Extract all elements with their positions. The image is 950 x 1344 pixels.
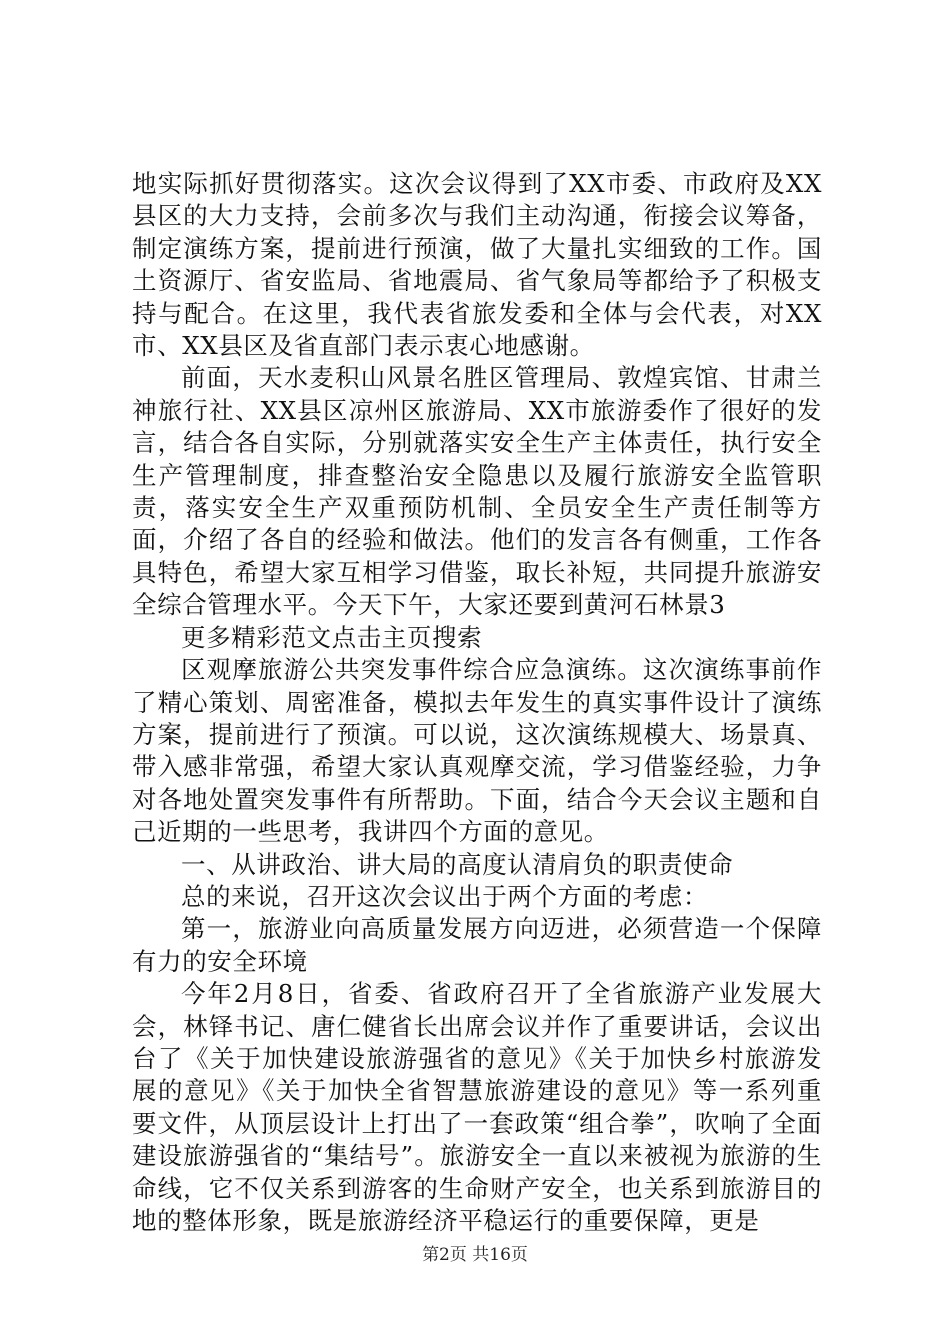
paragraph: 地实际抓好贯彻落实。这次会议得到了XX市委、市政府及XX县区的大力支持，会前多次与我们主动沟通，衔接会议筹备，制定演练方案，提前进行预演，做了大量扎实细致的工作。国土资源厅、省安监局、省地震局、省气象局等都给予了积极支持与配合。在这里，我代表省旅发委和全体与会代表，对XX市、XX县区及省直部门表示衷心地感谢。 [132, 169, 822, 361]
subsection-heading: 第一，旅游业向高质量发展方向迈进，必须营造一个保障有力的安全环境 [132, 914, 822, 976]
paragraph: 更多精彩范文点击主页搜索 [181, 622, 483, 652]
section-heading: 一、从讲政治、讲大局的高度认清肩负的职责使命 [181, 849, 734, 879]
paragraph: 今年2月8日，省委、省政府召开了全省旅游产业发展大会，林铎书记、唐仁健省长出席会议并作了重要讲话，会议出台了《关于加快建设旅游强省的意见》《关于加快乡村旅游发展的意见》《关于加快全省智慧旅游建设的意见》等一系列重要文件，从顶层设计上打出了一套政策“组合拳”，吹响了全面建设旅游强省的“集结号”。旅游安全一直以来被视为旅游的生命线，它不仅关系到游客的生命财产安全，也关系到旅游目的地的整体形象，既是旅游经济平稳运行的重要保障，更是 [132, 979, 822, 1235]
page-footer [0, 1244, 950, 1266]
page-number-label: 第2页 共16页 [422, 1245, 528, 1265]
body-text [132, 168, 822, 1237]
paragraph: 总的来说，召开这次会议出于两个方面的考虑： [181, 881, 709, 911]
paragraph: 前面，天水麦积山风景名胜区管理局、敦煌宾馆、甘肃兰神旅行社、XX县区凉州区旅游局、XX市旅游委作了很好的发言，结合各自实际，分别就落实安全生产主体责任，执行安全生产管理制度，排查整治安全隐患以及履行旅游安全监管职责，落实安全生产双重预防机制、全员安全生产责任制等方面，介绍了各自的经验和做法。他们的发言各有侧重，工作各具特色，希望大家互相学习借鉴，取长补短，共同提升旅游安全综合管理水平。今天下午，大家还要到黄河石林景3 [132, 363, 822, 620]
paragraph: 区观摩旅游公共突发事件综合应急演练。这次演练事前作了精心策划、周密准备，模拟去年发生的真实事件设计了演练方案，提前进行了预演。可以说，这次演练规模大、场景真、带入感非常强，希望大家认真观摩交流，学习借鉴经验，力争对各地处置突发事件有所帮助。下面，结合今天会议主题和自己近期的一些思考，我讲四个方面的意见。 [132, 655, 822, 847]
